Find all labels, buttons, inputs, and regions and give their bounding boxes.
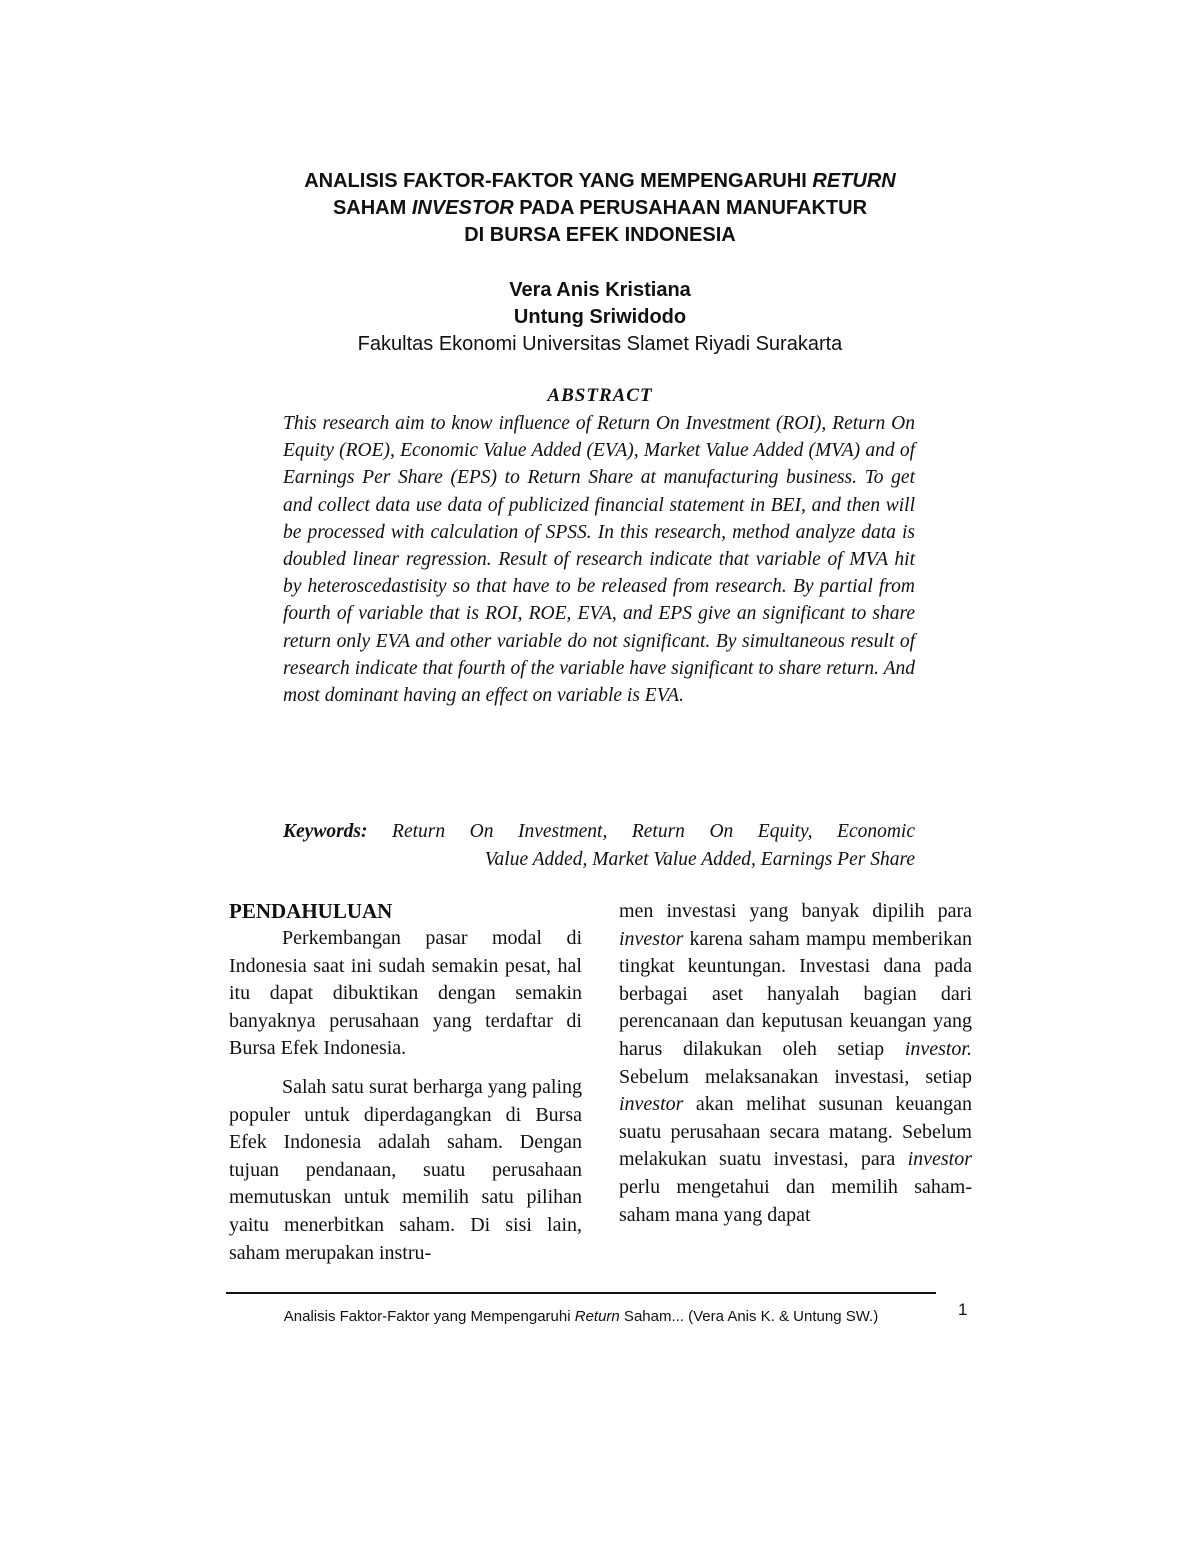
paragraph-2-start: Salah satu surat berharga yang paling populer untuk diperdagangkan di Bursa Efek Indonesia adalah saham. Dengan tujuan pendanaan, suatu perusahaan memutuskan untuk memilih satu pilihan yaitu menerbitkan saham. Di sisi lain, saham merupakan instru-	[229, 1075, 582, 1264]
keywords-block	[283, 818, 915, 874]
body-column-left	[229, 898, 582, 1267]
abstract-text: This research aim to know influence of Return On Investment (ROI), Return On Equity (ROE), Economic Value Added (EVA), Market Value Added (MVA) and of Earnings Per Share (EPS) to Return Share at manufacturing business. To get and collect data use data of publicized financial statement in BEI, and then will be processed with calculation of SPSS. In this research, method analyze data is doubled linear regression. Result of research indicate that variable of MVA hit by heteroscedastisity so that have to be released from research. By partial from fourth of variable that is ROI, ROE, EVA, and EPS give an significant to share return only EVA and other variable do not significant. By simultaneous result of research indicate that fourth of the variable have significant to share return. And most dominant having an effect on variable is EVA.	[283, 413, 915, 707]
paper-title	[200, 168, 1000, 249]
keywords-line-2: Value Added, Market Value Added, Earnings Per Share	[484, 849, 915, 870]
investor-term: investor	[619, 927, 684, 950]
author-2: Untung Sriwidodo	[513, 306, 687, 328]
investor-term: investor.	[904, 1037, 972, 1060]
author-1: Vera Anis Kristiana	[509, 279, 691, 301]
page-number: 1	[958, 1300, 968, 1319]
paragraph-2-continued: men investasi yang banyak dipilih para investor karena saham mampu memberikan tingkat keuntungan. Investasi dana pada berbagai aset hanyalah bagian dari perencanaan dan keputusan keuangan yang harus dilakukan oleh setiap investor. Sebelum melaksanakan investasi, setiap investor akan melihat susunan keuangan suatu perusahaan secara matang. Sebelum melakukan suatu investasi, para investor perlu mengetahui dan memilih saham-saham mana yang dapat	[619, 900, 972, 1226]
investor-term: investor	[907, 1148, 972, 1171]
keywords-label: Keywords:	[283, 821, 368, 842]
author-block	[200, 277, 1000, 358]
footer-return-word: Return	[574, 1308, 620, 1325]
title-line-1: ANALISIS FAKTOR-FAKTOR YANG MEMPENGARUHI RETURN	[304, 170, 896, 192]
running-footer: Analisis Faktor-Faktor yang Mempengaruhi Return Saham... (Vera Anis K. & Untung SW.)	[283, 1308, 879, 1325]
title-line-3: DI BURSA EFEK INDONESIA	[464, 224, 736, 246]
body-column-right	[619, 898, 972, 1229]
keywords-line-1	[283, 818, 915, 846]
abstract-heading: ABSTRACT	[547, 385, 653, 406]
title-line-2: SAHAM INVESTOR PADA PERUSAHAAN MANUFAKTUR	[332, 197, 868, 219]
section-heading: PENDAHULUAN	[229, 899, 393, 923]
keywords-values-1: Return On Investment, Return On Equity, Economic	[392, 821, 916, 842]
affiliation: Fakultas Ekonomi Universitas Slamet Riyadi Surakarta	[357, 333, 843, 355]
title-return-word: RETURN	[812, 170, 896, 192]
title-investor-word: INVESTOR	[411, 197, 514, 219]
paragraph-1: Perkembangan pasar modal di Indonesia saat ini sudah semakin pesat, hal itu dapat dibuktikan dengan semakin banyaknya perusahaan yang terdaftar di Bursa Efek Indonesia.	[229, 927, 582, 1060]
investor-term: investor	[619, 1093, 684, 1116]
footer-divider	[226, 1292, 936, 1294]
